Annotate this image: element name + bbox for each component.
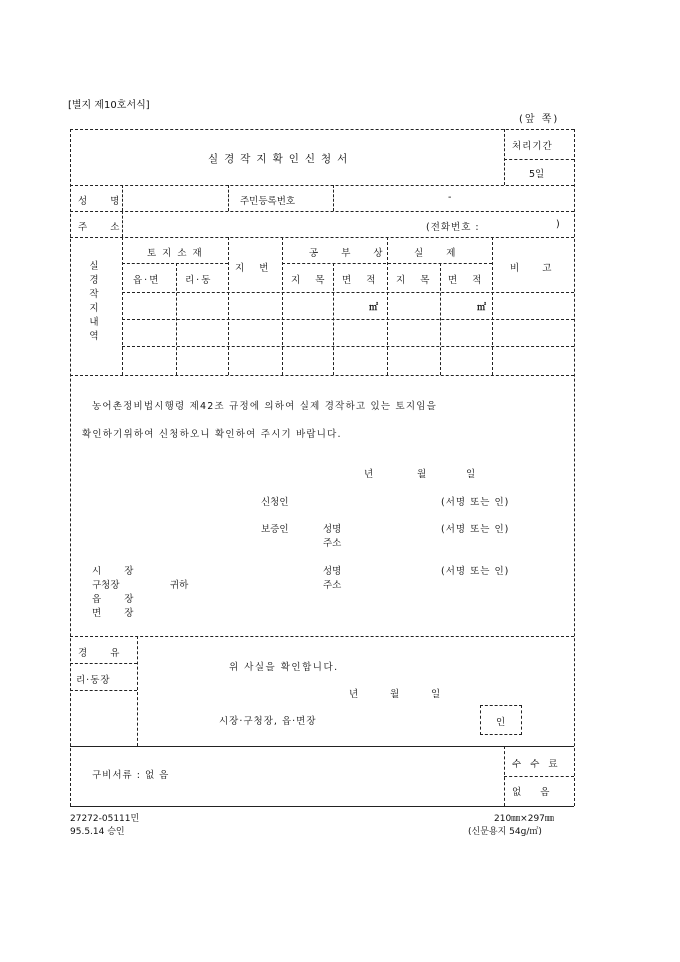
location-sub-eupmyeon: 읍·면: [133, 275, 161, 286]
addressee-mayor: 시 장: [92, 566, 144, 577]
phone-close: ): [556, 219, 560, 230]
address-label: 주 소: [78, 222, 130, 233]
remark-header: 비 고: [510, 263, 562, 274]
name-field[interactable]: [125, 188, 225, 208]
issuer-label: 시장·구청장, 읍·면장: [219, 716, 317, 727]
application-date-day: 일: [466, 469, 476, 480]
guarantor-label: 보증인: [261, 524, 289, 535]
rrn-field[interactable]: [336, 188, 570, 208]
address-field[interactable]: [125, 214, 415, 234]
addressee-eup: 읍 장: [92, 594, 144, 605]
statement-line-1: 농어촌정비법시행령 제42조 규정에 의하여 실제 경작하고 있는 토지임을: [92, 401, 437, 412]
processing-period-label: 처리기간: [512, 141, 553, 152]
actual-area-unit: ㎡: [477, 303, 487, 313]
confirm-date-month: 월: [390, 689, 400, 700]
location-header: 토지소재: [147, 248, 208, 259]
registry-area-header: 면 적: [342, 275, 382, 286]
confirm-date-year: 년: [349, 689, 359, 700]
rrn-dash: -: [448, 192, 452, 203]
fee-label: 수 수 료: [512, 759, 561, 770]
paper-type: (신문용지 54g/㎡): [468, 827, 542, 837]
actual-category-header: 지 목: [396, 275, 436, 286]
confirm-text: 위 사실을 확인합니다.: [229, 662, 339, 673]
page-side-label: (앞 쪽): [519, 114, 560, 125]
guarantor-name-label: 성명: [323, 524, 342, 535]
registry-area-unit: ㎡: [369, 303, 379, 313]
addressee-district: 구청장: [92, 580, 120, 591]
rrn-label: 주민등록번호: [240, 196, 296, 207]
phone-field[interactable]: [500, 214, 550, 234]
confirm-date-day: 일: [431, 689, 441, 700]
seal-label: 인: [496, 717, 506, 728]
village-head-label: 리·동장: [76, 675, 111, 686]
third-party-address-label: 주소: [323, 580, 342, 591]
required-documents: 구비서류 : 없 음: [92, 770, 170, 781]
official-seal: [480, 705, 522, 735]
statement-line-2: 확인하기위하여 신청하오니 확인하여 주시기 바랍니다.: [82, 429, 342, 440]
registry-category-header: 지 목: [291, 275, 331, 286]
farmland-section-label: 실경작지내역: [89, 261, 99, 342]
registry-header: 공 부 상: [309, 248, 393, 259]
actual-header: 실 제: [414, 248, 466, 259]
application-date-year: 년: [364, 469, 374, 480]
name-label: 성 명: [78, 196, 130, 207]
form-number: [별지 제10호서식]: [68, 100, 150, 111]
third-party-name-label: 성명: [323, 566, 342, 577]
third-party-signature: (서명 또는 인): [441, 566, 510, 577]
addressee-myeon: 면 장: [92, 608, 144, 619]
paper-size: 210㎜×297㎜: [494, 814, 554, 824]
route-label: 경 유: [78, 648, 130, 659]
location-sub-ridong: 리·동: [185, 275, 213, 286]
processing-period-value: 5일: [529, 169, 545, 180]
fee-value: 없 음: [512, 787, 558, 798]
lot-number-header: 지 번: [235, 263, 275, 274]
guarantor-signature: (서명 또는 인): [441, 524, 510, 535]
form-code: 27272-05111민: [70, 814, 140, 824]
application-date-month: 월: [417, 469, 427, 480]
actual-area-header: 면 적: [448, 275, 488, 286]
honorific: 귀하: [170, 580, 189, 591]
phone-label: (전화번호 :: [426, 222, 480, 233]
applicant-signature: (서명 또는 인): [441, 497, 510, 508]
approval-date: 95.5.14 승인: [70, 827, 125, 837]
guarantor-address-label: 주소: [323, 538, 342, 549]
form-title: 실경작지확인신청서: [208, 153, 354, 165]
applicant-label: 신청인: [261, 497, 289, 508]
